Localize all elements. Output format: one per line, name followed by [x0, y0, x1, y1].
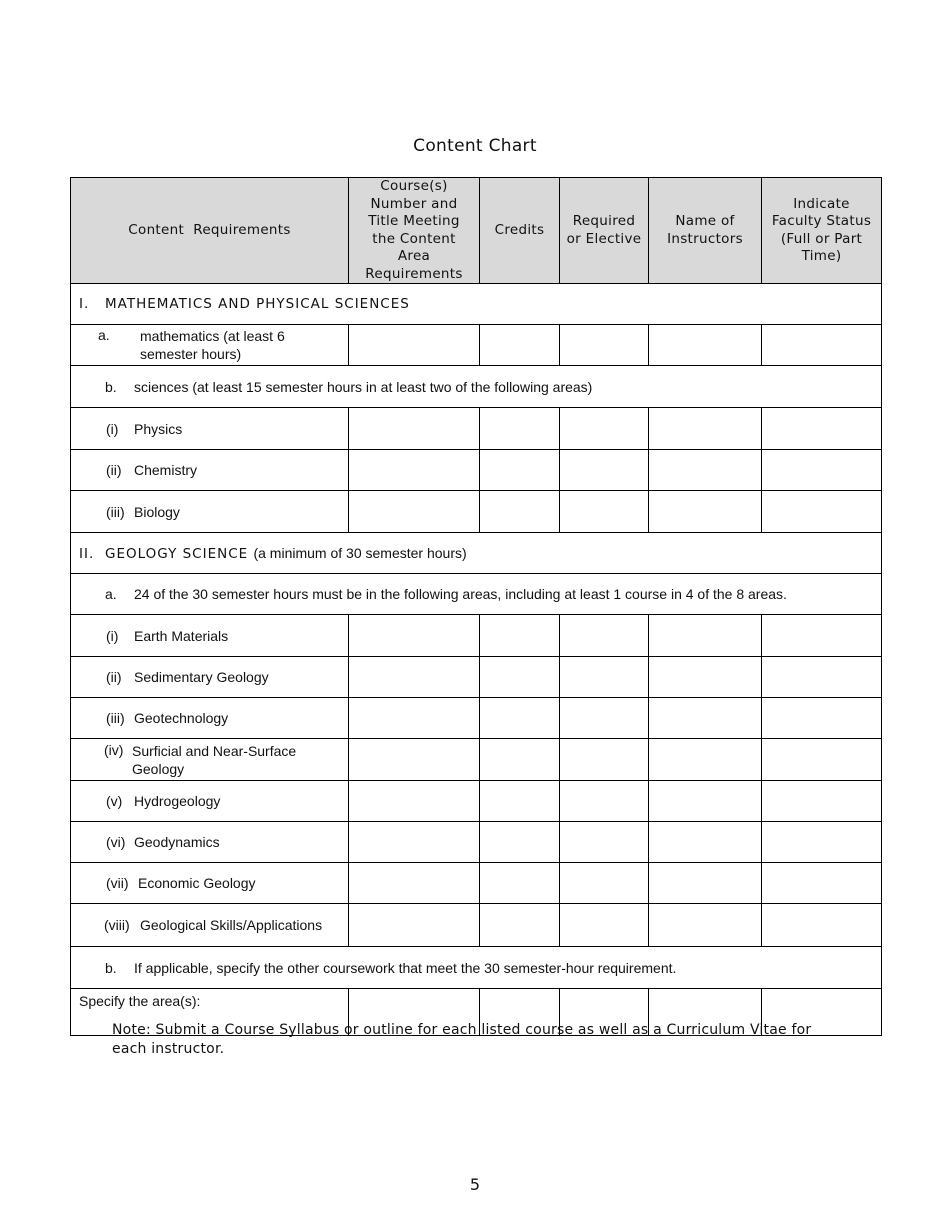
- item-marker: (iii): [106, 710, 125, 726]
- item-marker: (ii): [106, 462, 122, 478]
- content-chart-table: [70, 177, 882, 1036]
- faculty-status-cell[interactable]: [762, 904, 882, 947]
- faculty-status-cell[interactable]: [762, 325, 882, 366]
- item-marker: (vii): [106, 875, 129, 891]
- section-subtitle: (a minimum of 30 semester hours): [253, 544, 467, 561]
- credits-cell[interactable]: [480, 615, 560, 657]
- header-instructors: Name of Instructors: [649, 178, 762, 284]
- subsection-row-sciences: [71, 366, 882, 408]
- specify-area-label: Specify the area(s):: [71, 989, 349, 1036]
- note-prefix: Note: Submit a: [112, 1022, 220, 1038]
- item-marker: (ii): [106, 669, 122, 685]
- item-label: Geological Skills/Applications: [140, 917, 323, 933]
- course-cell[interactable]: [349, 325, 480, 366]
- course-cell[interactable]: [349, 739, 480, 781]
- required-elective-cell[interactable]: [560, 657, 649, 698]
- faculty-status-cell[interactable]: [762, 781, 882, 822]
- header-courses: Course(s) Number and Title Meeting the Content Area Requirements: [349, 178, 480, 284]
- table-row: [71, 781, 882, 822]
- section-title: MATHEMATICS AND PHYSICAL SCIENCES: [105, 296, 410, 312]
- item-label: Biology: [134, 503, 180, 520]
- subsection-row-geology-b: [71, 947, 882, 989]
- section-row-geology: [71, 533, 882, 574]
- page-title: Content Chart: [413, 136, 537, 156]
- course-cell[interactable]: [349, 781, 480, 822]
- course-cell[interactable]: [349, 615, 480, 657]
- subsection-row-geology-a: [71, 574, 882, 615]
- required-elective-cell[interactable]: [560, 739, 649, 781]
- header-content-requirements: Content Requirements: [71, 178, 349, 284]
- instructor-cell[interactable]: [649, 408, 762, 450]
- item-label-cont: semester hours): [140, 346, 242, 362]
- faculty-status-cell[interactable]: [762, 491, 882, 533]
- credits-cell[interactable]: [480, 781, 560, 822]
- required-elective-cell[interactable]: [560, 491, 649, 533]
- instructor-cell[interactable]: [649, 822, 762, 863]
- note-middle: for each listed course as well as a: [417, 1022, 662, 1038]
- note: [112, 1021, 812, 1059]
- item-label: Sedimentary Geology: [134, 669, 269, 685]
- page-number: 5: [469, 1175, 481, 1194]
- note-suffix: for each instructor.: [112, 1022, 812, 1057]
- credits-cell[interactable]: [480, 408, 560, 450]
- required-elective-cell[interactable]: [560, 781, 649, 822]
- item-marker: (iv): [104, 741, 124, 758]
- item-label: Hydrogeology: [134, 793, 221, 809]
- required-elective-cell[interactable]: [560, 450, 649, 491]
- instructor-cell[interactable]: [649, 698, 762, 739]
- course-cell[interactable]: [349, 863, 480, 904]
- instructor-cell[interactable]: [649, 615, 762, 657]
- course-syllabus-link[interactable]: Course Syllabus or outline: [224, 1022, 413, 1038]
- item-label: Economic Geology: [138, 875, 256, 891]
- table-row: [71, 904, 882, 947]
- table-row: [71, 698, 882, 739]
- faculty-status-cell[interactable]: [762, 822, 882, 863]
- item-label-cont: Geology: [132, 760, 185, 777]
- course-cell[interactable]: [349, 408, 480, 450]
- table-row: [71, 822, 882, 863]
- faculty-status-cell[interactable]: [762, 863, 882, 904]
- header-row: [71, 178, 882, 284]
- table-row: [71, 739, 882, 781]
- required-elective-cell[interactable]: [560, 408, 649, 450]
- credits-cell[interactable]: [480, 904, 560, 947]
- item-label: Geotechnology: [134, 710, 229, 726]
- instructor-cell[interactable]: [649, 450, 762, 491]
- item-label: Chemistry: [134, 462, 198, 478]
- course-cell[interactable]: [349, 657, 480, 698]
- required-elective-cell[interactable]: [560, 863, 649, 904]
- item-marker: (v): [106, 793, 123, 809]
- instructor-cell[interactable]: [649, 863, 762, 904]
- instructor-cell[interactable]: [649, 739, 762, 781]
- section-numeral: I.: [79, 296, 90, 312]
- section-title: GEOLOGY SCIENCE: [105, 545, 249, 562]
- credits-cell[interactable]: [480, 822, 560, 863]
- item-marker: b.: [105, 378, 117, 395]
- instructor-cell[interactable]: [649, 325, 762, 366]
- item-label: mathematics (at least 6: [140, 328, 285, 344]
- table-row: [71, 615, 882, 657]
- item-marker: (vi): [106, 834, 126, 850]
- item-marker: (iii): [106, 503, 125, 520]
- instructor-cell[interactable]: [649, 781, 762, 822]
- header-faculty-status: Indicate Faculty Status (Full or Part Time): [762, 178, 882, 284]
- credits-cell[interactable]: [480, 325, 560, 366]
- required-elective-cell[interactable]: [560, 615, 649, 657]
- credits-cell[interactable]: [480, 739, 560, 781]
- required-elective-cell[interactable]: [560, 904, 649, 947]
- item-marker: (i): [106, 627, 119, 644]
- section-numeral: II.: [79, 545, 95, 562]
- item-label: Physics: [134, 420, 183, 437]
- course-cell[interactable]: [349, 904, 480, 947]
- faculty-status-cell[interactable]: [762, 739, 882, 781]
- course-cell[interactable]: [349, 450, 480, 491]
- item-marker: (viii): [104, 917, 130, 933]
- item-marker: (i): [106, 420, 119, 437]
- item-label: Geodynamics: [134, 834, 220, 850]
- table-row: [71, 450, 882, 491]
- table-row: [71, 863, 882, 904]
- header-credits: Credits: [480, 178, 560, 284]
- table-row: [71, 657, 882, 698]
- credits-cell[interactable]: [480, 491, 560, 533]
- course-cell[interactable]: [349, 698, 480, 739]
- table-row: [71, 408, 882, 450]
- faculty-status-cell[interactable]: [762, 408, 882, 450]
- item-marker: a.: [98, 327, 110, 343]
- item-marker: a.: [105, 586, 117, 602]
- course-cell[interactable]: [349, 491, 480, 533]
- table-row: [71, 325, 882, 366]
- required-elective-cell[interactable]: [560, 698, 649, 739]
- faculty-status-cell[interactable]: [762, 698, 882, 739]
- required-elective-cell[interactable]: [560, 325, 649, 366]
- faculty-status-cell[interactable]: [762, 450, 882, 491]
- section-row-math-physical: [71, 284, 882, 325]
- item-label: Earth Materials: [134, 627, 229, 644]
- faculty-status-cell[interactable]: [762, 615, 882, 657]
- instructor-cell[interactable]: [649, 904, 762, 947]
- item-label: If applicable, specify the other coursework that meet the 30 semester-hour requirement.: [134, 959, 677, 976]
- item-label: 24 of the 30 semester hours must be in the following areas, including at least 1 course in 4 of the 8 areas.: [134, 586, 787, 602]
- instructor-cell[interactable]: [649, 491, 762, 533]
- curriculum-vitae-link[interactable]: Curriculum Vitae: [666, 1022, 787, 1038]
- course-cell[interactable]: [349, 822, 480, 863]
- item-marker: b.: [105, 959, 117, 976]
- header-required-elective: Required or Elective: [560, 178, 649, 284]
- instructor-cell[interactable]: [649, 657, 762, 698]
- required-elective-cell[interactable]: [560, 822, 649, 863]
- credits-cell[interactable]: [480, 863, 560, 904]
- credits-cell[interactable]: [480, 698, 560, 739]
- table-row: [71, 491, 882, 533]
- item-label: sciences (at least 15 semester hours in at least two of the following areas): [134, 378, 593, 395]
- credits-cell[interactable]: [480, 657, 560, 698]
- faculty-status-cell[interactable]: [762, 657, 882, 698]
- item-label: Surficial and Near-Surface: [132, 742, 297, 759]
- credits-cell[interactable]: [480, 450, 560, 491]
